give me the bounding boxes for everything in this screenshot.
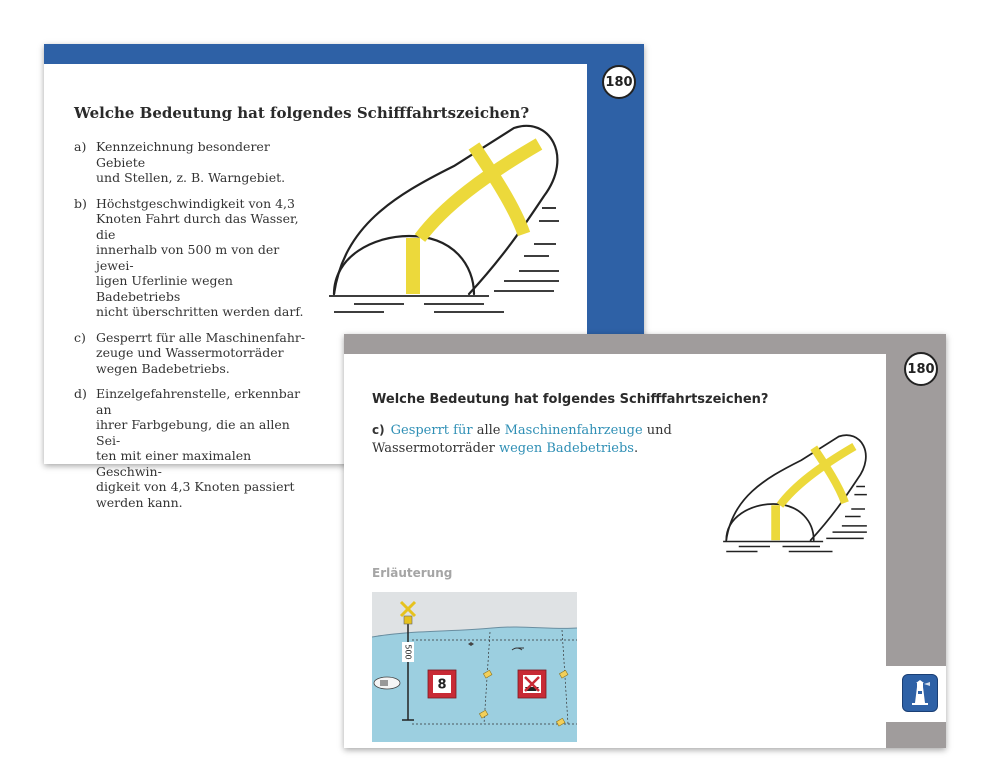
no-motorcraft-sign: [518, 670, 546, 698]
yellow-cross-buoy-icon: [720, 429, 870, 554]
answer-option-b[interactable]: b) Höchstgeschwindigkeit von 4,3 Knoten Fahrt durch das Wasser, die innerhalb von 500 m von der jewei- ligen Uferlinie wegen Badebetriebs nicht überschritten werden darf.: [74, 195, 304, 319]
motorboat-icon: [374, 677, 400, 689]
card-number-badge: 180: [904, 352, 938, 386]
question-title: Welche Bedeutung hat folgendes Schifffahrtszeichen?: [372, 392, 769, 407]
card-number-badge: 180: [602, 65, 636, 99]
lighthouse-icon: [908, 679, 932, 707]
bathing-area-map: [372, 592, 577, 742]
correct-answer: c) Gesperrt für alle Maschinenfahrzeuge und Wassermotorräder wegen Badebetriebs.: [372, 423, 672, 456]
answer-letter: b): [74, 195, 87, 211]
answer-card-body: [344, 354, 886, 748]
answer-letter: c): [372, 423, 385, 437]
answer-letter: c): [74, 329, 86, 345]
answer-option-d[interactable]: d) Einzelgefahrenstelle, erkennbar an ihrer Farbgebung, die an allen Sei- ten mit einer maximalen Geschwin- digkeit von 4,3 Knoten passiert werden kann.: [74, 386, 301, 510]
lighthouse-button[interactable]: [902, 674, 938, 712]
answer-list: [74, 139, 314, 520]
question-title: Welche Bedeutung hat folgendes Schifffahrtszeichen?: [74, 104, 530, 122]
yellow-cross-buoy-icon: [324, 116, 564, 316]
distance-label: 500: [403, 644, 413, 660]
answer-option-c[interactable]: c) Gesperrt für alle Maschinenfahr- zeuge und Wassermotorräder wegen Badebetriebs.: [74, 329, 306, 376]
answer-option-a[interactable]: a) Kennzeichnung besonderer Gebiete und Stellen, z. B. Warngebiet.: [74, 139, 286, 185]
speed-sign-number: 8: [437, 677, 447, 693]
answer-letter: a): [74, 139, 87, 154]
explanation-heading: Erläuterung: [372, 566, 453, 580]
speed-limit-sign: [428, 670, 456, 698]
answer-letter: d): [74, 386, 87, 401]
answer-card: [344, 334, 946, 748]
